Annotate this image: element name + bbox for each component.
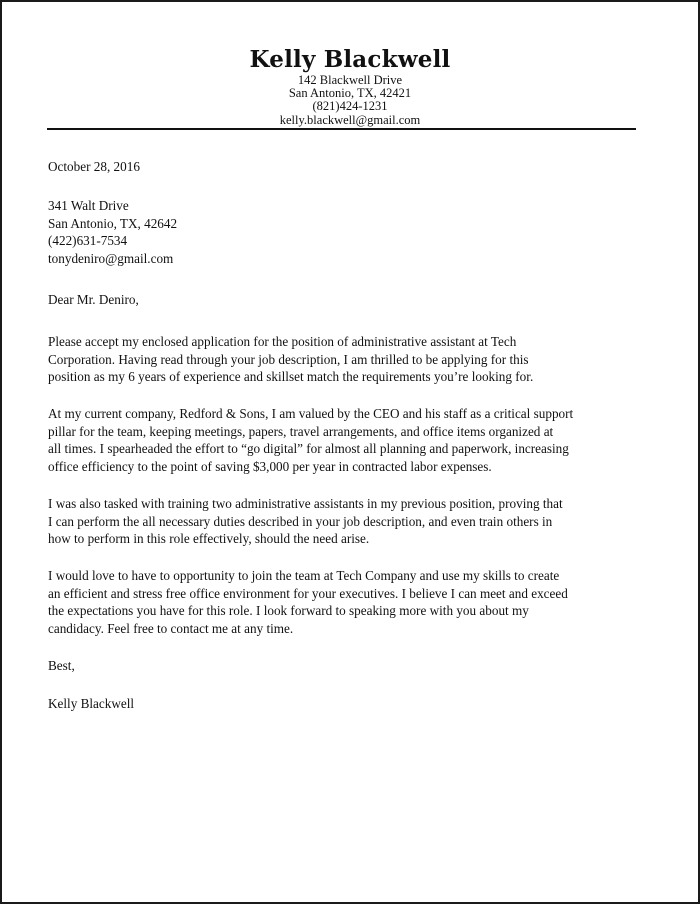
paragraph-line: position as my 6 years of experience and skillset match the requirements you’re looking for. — [48, 369, 534, 384]
paragraph-line: office efficiency to the point of saving $3,000 per year in contracted labor expenses. — [48, 458, 492, 474]
sender-address-line1: 142 Blackwell Drive — [297, 73, 403, 87]
sender-address-line2: San Antonio, TX, 42421 — [288, 86, 412, 101]
sender-email: kelly.blackwell@gmail.com — [279, 112, 421, 127]
paragraph-line: an efficient and stress free office environment for your executives. I believe I can meet and exceed — [48, 585, 568, 601]
sender-phone: (821)424-1231 — [312, 99, 388, 114]
paragraph-3 — [48, 495, 648, 548]
closing: Best, — [48, 658, 75, 673]
paragraph-line: Please accept my enclosed application for the position of administrative assistant at Tech — [48, 334, 517, 349]
paragraph-line: Corporation. Having read through your job description, I am thrilled to be applying for this — [48, 351, 529, 367]
salutation: Dear Mr. Deniro, — [48, 292, 139, 307]
paragraph-2 — [48, 405, 648, 475]
recipient-phone: (422)631-7534 — [48, 233, 128, 248]
paragraph-line: all times. I spearheaded the effort to “go digital” for almost all planning and paperwork, increasing — [48, 441, 569, 456]
recipient-city: San Antonio, TX, 42642 — [48, 215, 178, 231]
letter-date: October 28, 2016 — [48, 159, 140, 174]
paragraph-line: candidacy. Feel free to contact me at any time. — [48, 620, 294, 636]
paragraph-1 — [48, 333, 648, 386]
paragraph-4 — [48, 567, 648, 637]
paragraph-line: how to perform in this role effectively, should the need arise. — [48, 531, 370, 546]
recipient-street: 341 Walt Drive — [48, 198, 129, 213]
paragraph-line: I was also tasked with training two administrative assistants in my previous position, proving that — [48, 496, 563, 511]
paragraph-line: At my current company, Redford & Sons, I am valued by the CEO and his staff as a critical support — [48, 406, 574, 421]
paragraph-line: the expectations you have for this role. I look forward to speaking more with you about my — [48, 603, 529, 618]
recipient-block — [48, 197, 648, 267]
paragraph-line: I would love to have to opportunity to join the team at Tech Company and use my skills to create — [48, 568, 560, 583]
recipient-email: tonydeniro@gmail.com — [48, 250, 174, 266]
paragraph-line: I can perform the all necessary duties described in your job description, and even train others in — [48, 513, 553, 529]
letterhead — [0, 46, 700, 127]
paragraph-line: pillar for the team, keeping meetings, papers, travel arrangements, and office items organized at — [48, 423, 554, 439]
signature-name: Kelly Blackwell — [48, 696, 135, 711]
header-divider — [47, 128, 636, 130]
sender-name: Kelly Blackwell — [249, 46, 451, 73]
